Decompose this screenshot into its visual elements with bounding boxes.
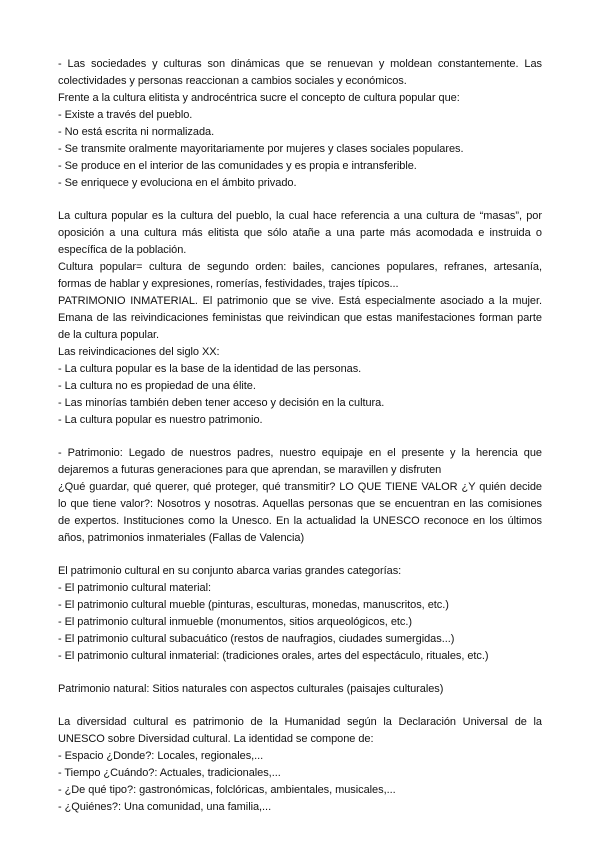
- text-line: UNESCO sobre Diversidad cultural. La identidad se compone de:: [58, 733, 374, 745]
- text-line: dejaremos a futuras generaciones para que aprendan, se maravillen y disfruten: [58, 464, 442, 476]
- text-line: - El patrimonio cultural mueble (pinturas, esculturas, monedas, manuscritos, etc.): [58, 599, 449, 611]
- text-line: de la cultura popular.: [58, 329, 160, 341]
- text-line: El patrimonio cultural en su conjunto abarca varias grandes categorías:: [58, 565, 402, 577]
- text-line: Cultura popular= cultura de segundo orden: bailes, canciones populares, refranes, artesanía,: [58, 261, 542, 273]
- text-line: Patrimonio natural: Sitios naturales con aspectos culturales (paisajes culturales): [58, 683, 444, 695]
- text-line: PATRIMONIO INMATERIAL. El patrimonio que se vive. Está especialmente asociado a la mujer.: [58, 295, 542, 307]
- text-line: específica de la población.: [58, 244, 187, 256]
- text-line: - Las sociedades y culturas son dinámicas que se renuevan y moldean constantemente. Las: [58, 58, 542, 70]
- text-line: colectividades y personas reaccionan a cambios sociales y económicos.: [58, 75, 407, 87]
- paragraph: [58, 445, 542, 547]
- text-line: - ¿De qué tipo?: gastronómicas, folclóricas, ambientales, musicales,...: [58, 784, 396, 796]
- text-line: oposición a una cultura más elitista que sólo atañe a una parte más acomodada e instruida o: [58, 227, 542, 239]
- paragraph-spacer: [58, 429, 542, 445]
- text-line: - El patrimonio cultural inmueble (monumentos, sitios arqueológicos, etc.): [58, 616, 412, 628]
- text-line: - Existe a través del pueblo.: [58, 109, 193, 121]
- text-line: - El patrimonio cultural subacuático (restos de naufragios, ciudades sumergidas...): [58, 633, 455, 645]
- text-line: Frente a la cultura elitista y androcéntrica sucre el concepto de cultura popular que:: [58, 92, 460, 104]
- text-line: - La cultura popular es nuestro patrimonio.: [58, 414, 263, 426]
- text-line: - Espacio ¿Donde?: Locales, regionales,...: [58, 750, 264, 762]
- text-line: - No está escrita ni normalizada.: [58, 126, 215, 138]
- text-line: - La cultura no es propiedad de una élite.: [58, 380, 256, 392]
- paragraph-spacer: [58, 547, 542, 563]
- text-line: - Tiempo ¿Cuándo?: Actuales, tradicionales,...: [58, 767, 281, 779]
- text-line: - Patrimonio: Legado de nuestros padres, nuestro equipaje en el presente y la herencia que: [58, 447, 542, 459]
- text-line: Las reivindicaciones del siglo XX:: [58, 346, 220, 358]
- text-line: - Se transmite oralmente mayoritariamente por mujeres y clases sociales populares.: [58, 143, 464, 155]
- paragraph: [58, 681, 542, 698]
- paragraph: [58, 208, 542, 429]
- text-line: La cultura popular es la cultura del pueblo, la cual hace referencia a una cultura de “masas”, por: [58, 210, 542, 222]
- text-line: La diversidad cultural es patrimonio de la Humanidad según la Declaración Universal de la: [58, 716, 542, 728]
- text-line: años, patrimonios inmateriales (Fallas de Valencia): [58, 532, 305, 544]
- text-line: Emana de las reivindicaciones feministas que reivindican que estas manifestaciones forman parte: [58, 312, 542, 324]
- text-line: - Se produce en el interior de las comunidades y es propia e intransferible.: [58, 160, 417, 172]
- paragraph: [58, 714, 542, 816]
- text-line: - ¿Quiénes?: Una comunidad, una familia,...: [58, 801, 272, 813]
- text-line: formas de hablar y expresiones, romerías, festividades, trajes típicos...: [58, 278, 399, 290]
- paragraph-spacer: [58, 665, 542, 681]
- text-line: de expertos. Instituciones como la Unesco. En la actualidad la UNESCO reconoce en los últimos: [58, 515, 542, 527]
- paragraph-spacer: [58, 698, 542, 714]
- paragraph-spacer: [58, 192, 542, 208]
- text-line: - El patrimonio cultural inmaterial: (tradiciones orales, artes del espectáculo, rituales, etc.): [58, 650, 489, 662]
- text-line: - Las minorías también deben tener acceso y decisión en la cultura.: [58, 397, 385, 409]
- text-line: - El patrimonio cultural material:: [58, 582, 211, 594]
- text-line: lo que tiene valor?: Nosotros y nosotras. Aquellas personas que se encuentran en las comisiones: [58, 498, 542, 510]
- paragraph: [58, 563, 542, 665]
- text-line: - Se enriquece y evoluciona en el ámbito privado.: [58, 177, 297, 189]
- document-body: [58, 56, 542, 816]
- paragraph: [58, 56, 542, 192]
- text-line: - La cultura popular es la base de la identidad de las personas.: [58, 363, 362, 375]
- text-line: ¿Qué guardar, qué querer, qué proteger, qué transmitir? LO QUE TIENE VALOR ¿Y quién decide: [58, 481, 542, 493]
